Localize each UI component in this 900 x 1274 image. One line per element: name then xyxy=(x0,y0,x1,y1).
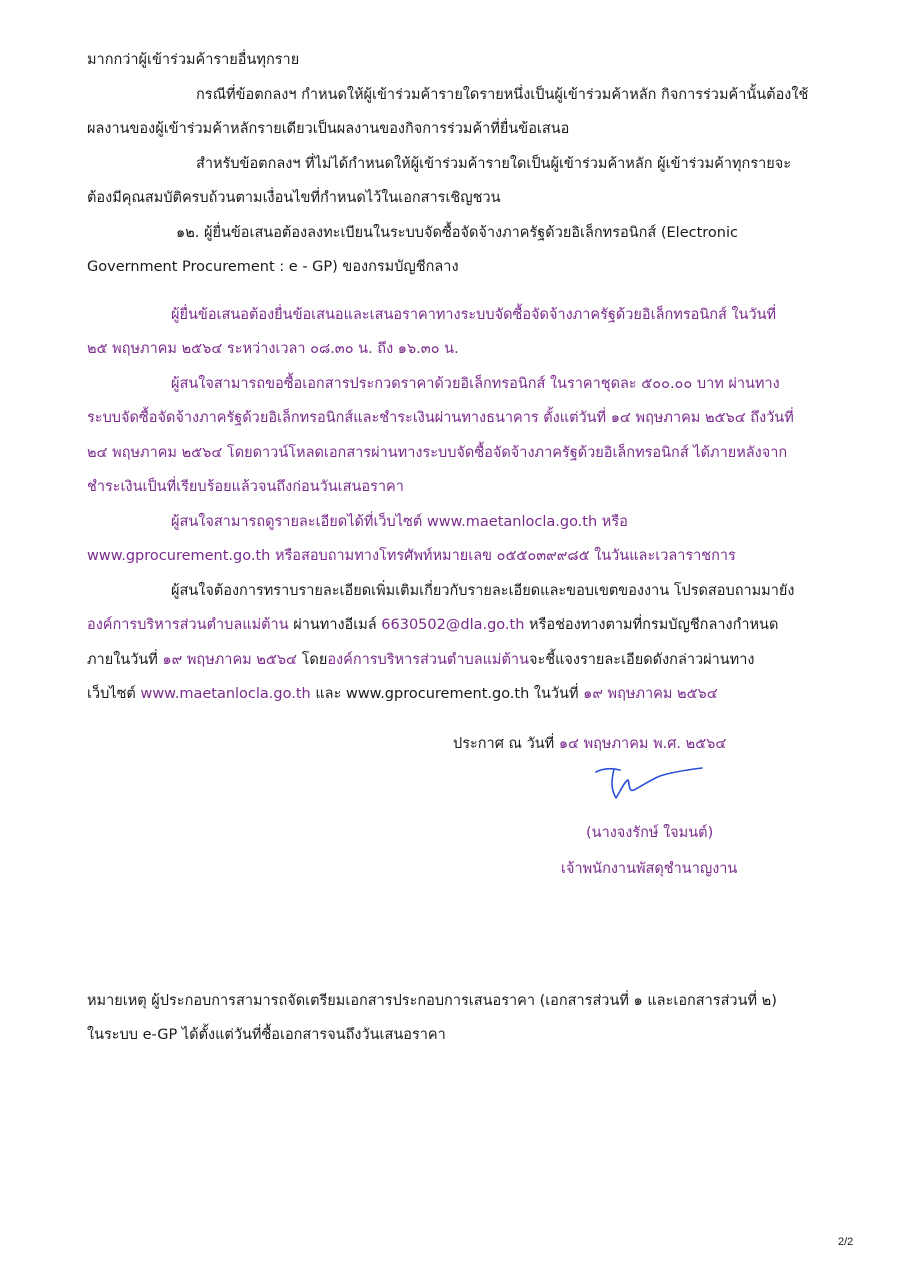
text-segment: โดย xyxy=(297,652,328,668)
text-segment: และ www.gprocurement.go.th ในวันที่ xyxy=(310,686,584,702)
purchase-line: ๒๔ พฤษภาคม ๒๕๖๔ โดยดาวน์โหลดเอกสารผ่านทางระบบจัดซื้อจัดจ้างภาครัฐด้วยอิเล็กทรอนิกส์ ได้ภายหลังจาก xyxy=(87,445,788,461)
note-line: ในระบบ e-GP ได้ตั้งแต่วันที่ซื้อเอกสารจนถึงวันเสนอราคา xyxy=(87,1027,446,1043)
clause-12-line: ๑๒. ผู้ยื่นข้อเสนอต้องลงทะเบียนในระบบจัดซื้อจัดจ้างภาครัฐด้วยอิเล็กทรอนิกส์ (Electronic xyxy=(176,225,738,241)
purchase-line: ชำระเงินเป็นที่เรียบร้อยแล้วจนถึงก่อนวันเสนอราคา xyxy=(87,479,404,495)
inquiry-deadline-line xyxy=(87,650,754,670)
handwritten-signature xyxy=(590,758,710,808)
text-segment: หรือช่องทางตามที่กรมบัญชีกลางกำหนด xyxy=(524,617,779,633)
purchase-line: ระบบจัดซื้อจัดจ้างภาครัฐด้วยอิเล็กทรอนิกส์และชำระเงินผ่านทางธนาคาร ตั้งแต่วันที่ ๑๔ พฤษภาคม ๒๕๖๔ ถึงวันที่ xyxy=(87,410,794,426)
inquiry-line: ผู้สนใจต้องการทราบรายละเอียดเพิ่มเติมเกี่ยวกับรายละเอียดและขอบเขตของงาน โปรดสอบถามมายัง xyxy=(171,583,795,599)
announcement-date-line xyxy=(453,734,726,754)
body-line: สำหรับข้อตกลงฯ ที่ไม่ได้กำหนดให้ผู้เข้าร่วมค้ารายใดเป็นผู้เข้าร่วมค้าหลัก ผู้เข้าร่วมค้าทุกรายจะ xyxy=(196,156,792,172)
text-segment: ประกาศ ณ วันที่ xyxy=(453,736,559,752)
date-text: ๑๙ พฤษภาคม ๒๕๖๔ xyxy=(583,686,718,702)
note-line: หมายเหตุ ผู้ประกอบการสามารถจัดเตรียมเอกสารประกอบการเสนอราคา (เอกสารส่วนที่ ๑ และเอกสารส่วนที่ ๒) xyxy=(87,993,777,1009)
signatory-name: (นางจงรักษ์ ใจมนต์) xyxy=(586,825,714,841)
date-text: ๑๙ พฤษภาคม ๒๕๖๔ xyxy=(162,652,298,668)
inquiry-contact-line xyxy=(87,615,778,635)
purchase-line: ผู้สนใจสามารถขอซื้อเอกสารประกวดราคาด้วยอิเล็กทรอนิกส์ ในราคาชุดละ ๕๐๐.๐๐ บาท ผ่านทาง xyxy=(171,376,780,392)
body-line: ต้องมีคุณสมบัติครบถ้วนตามเงื่อนไขที่กำหนดไว้ในเอกสารเชิญชวน xyxy=(87,190,501,206)
text-segment: จะชี้แจงรายละเอียดดังกล่าวผ่านทาง xyxy=(528,652,755,668)
page-number: 2/2 xyxy=(838,1236,854,1248)
text-segment: ผ่านทางอีเมล์ xyxy=(288,617,382,633)
body-line: Government Procurement : e - GP) ของกรมบัญชีกลาง xyxy=(87,259,459,275)
email-link[interactable]: 6630502@dla.go.th xyxy=(381,617,525,633)
body-line: กรณีที่ข้อตกลงฯ กำหนดให้ผู้เข้าร่วมค้ารายใดรายหนึ่งเป็นผู้เข้าร่วมค้าหลัก กิจการร่วมค้านั้นต้องใช้ xyxy=(196,87,809,103)
organization-name: องค์การบริหารส่วนตำบลแม่ต้าน xyxy=(87,617,289,633)
organization-name: องค์การบริหารส่วนตำบลแม่ต้าน xyxy=(327,652,529,668)
body-line: มากกว่าผู้เข้าร่วมค้ารายอื่นทุกราย xyxy=(87,52,300,68)
signatory-position: เจ้าพนักงานพัสดุชำนาญงาน xyxy=(561,861,738,877)
website-link[interactable]: www.maetanlocla.go.th xyxy=(140,686,311,702)
text-segment: ภายในวันที่ xyxy=(87,652,163,668)
submission-date-line: ๒๕ พฤษภาคม ๒๕๖๔ ระหว่างเวลา ๐๘.๓๐ น. ถึง ๑๖.๓๐ น. xyxy=(87,341,459,357)
date-text: ๑๔ พฤษภาคม พ.ศ. ๒๕๖๔ xyxy=(558,736,727,752)
text-segment: เว็บไซต์ xyxy=(87,686,141,702)
submission-line: ผู้ยื่นข้อเสนอต้องยื่นข้อเสนอและเสนอราคาทางระบบจัดซื้อจัดจ้างภาครัฐด้วยอิเล็กทรอนิกส์ ในวันที่ xyxy=(171,307,777,323)
website-line: ผู้สนใจสามารถดูรายละเอียดได้ที่เว็บไซต์ www.maetanlocla.go.th หรือ xyxy=(171,514,628,530)
website-contact-line: www.gprocurement.go.th หรือสอบถามทางโทรศัพท์หมายเลข ๐๕๕๐๓๙๙๘๕ ในวันและเวลาราชการ xyxy=(87,548,736,564)
body-line: ผลงานของผู้เข้าร่วมค้าหลักรายเดียวเป็นผลงานของกิจการร่วมค้าที่ยื่นข้อเสนอ xyxy=(87,121,570,137)
clarification-line xyxy=(87,684,718,704)
